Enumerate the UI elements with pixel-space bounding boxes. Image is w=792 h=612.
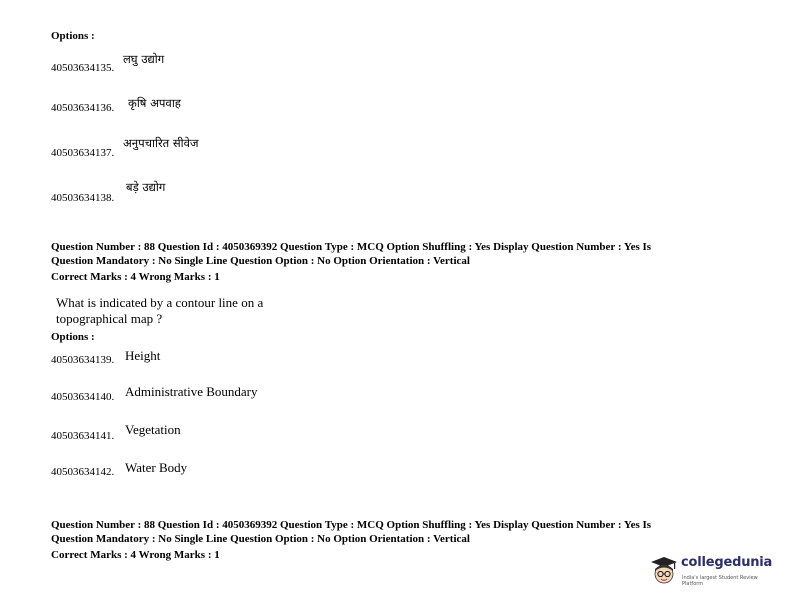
option-id: 40503634142. <box>51 466 115 478</box>
option-id: 40503634137. <box>51 147 115 159</box>
option-text: Water Body <box>125 460 188 475</box>
option-text: कृषि अपवाह <box>128 96 181 110</box>
question-meta-line: Question Mandatory : No Single Line Question Option : No Option Orientation : Vertical <box>51 533 470 545</box>
options-label: Options : <box>51 331 95 343</box>
options-label: Options : <box>51 30 95 42</box>
marks-line: Correct Marks : 4 Wrong Marks : 1 <box>51 271 220 283</box>
option-id: 40503634139. <box>51 354 115 366</box>
question-meta-line: Question Number : 88 Question Id : 4050369392 Question Type : MCQ Option Shuffling : Yes Display Question Number : Yes Is <box>51 519 652 531</box>
option-text: बड़े उद्योग <box>126 180 166 194</box>
question-text-line: What is indicated by a contour line on a <box>56 295 264 310</box>
option-text: Vegetation <box>125 422 181 437</box>
brand-name: collegedunia <box>681 555 773 570</box>
option-text: अनुपचारित सीवेज <box>123 136 199 150</box>
collegedunia-logo <box>650 554 780 594</box>
option-text: Height <box>125 348 161 363</box>
option-id: 40503634141. <box>51 430 115 442</box>
brand-tagline: India's largest Student Review Platform <box>682 575 758 587</box>
marks-line: Correct Marks : 4 Wrong Marks : 1 <box>51 549 220 561</box>
option-text: लघु उद्योग <box>123 52 165 66</box>
option-id: 40503634135. <box>51 62 115 74</box>
option-text: Administrative Boundary <box>125 384 258 399</box>
question-meta-line: Question Number : 88 Question Id : 4050369392 Question Type : MCQ Option Shuffling : Yes Display Question Number : Yes Is <box>51 241 652 253</box>
question-text-line: topographical map ? <box>56 311 163 326</box>
question-meta-line: Question Mandatory : No Single Line Question Option : No Option Orientation : Vertical <box>51 255 470 267</box>
graduate-face-icon <box>650 556 678 586</box>
option-id: 40503634138. <box>51 192 115 204</box>
option-id: 40503634140. <box>51 391 115 403</box>
option-id: 40503634136. <box>51 102 115 114</box>
